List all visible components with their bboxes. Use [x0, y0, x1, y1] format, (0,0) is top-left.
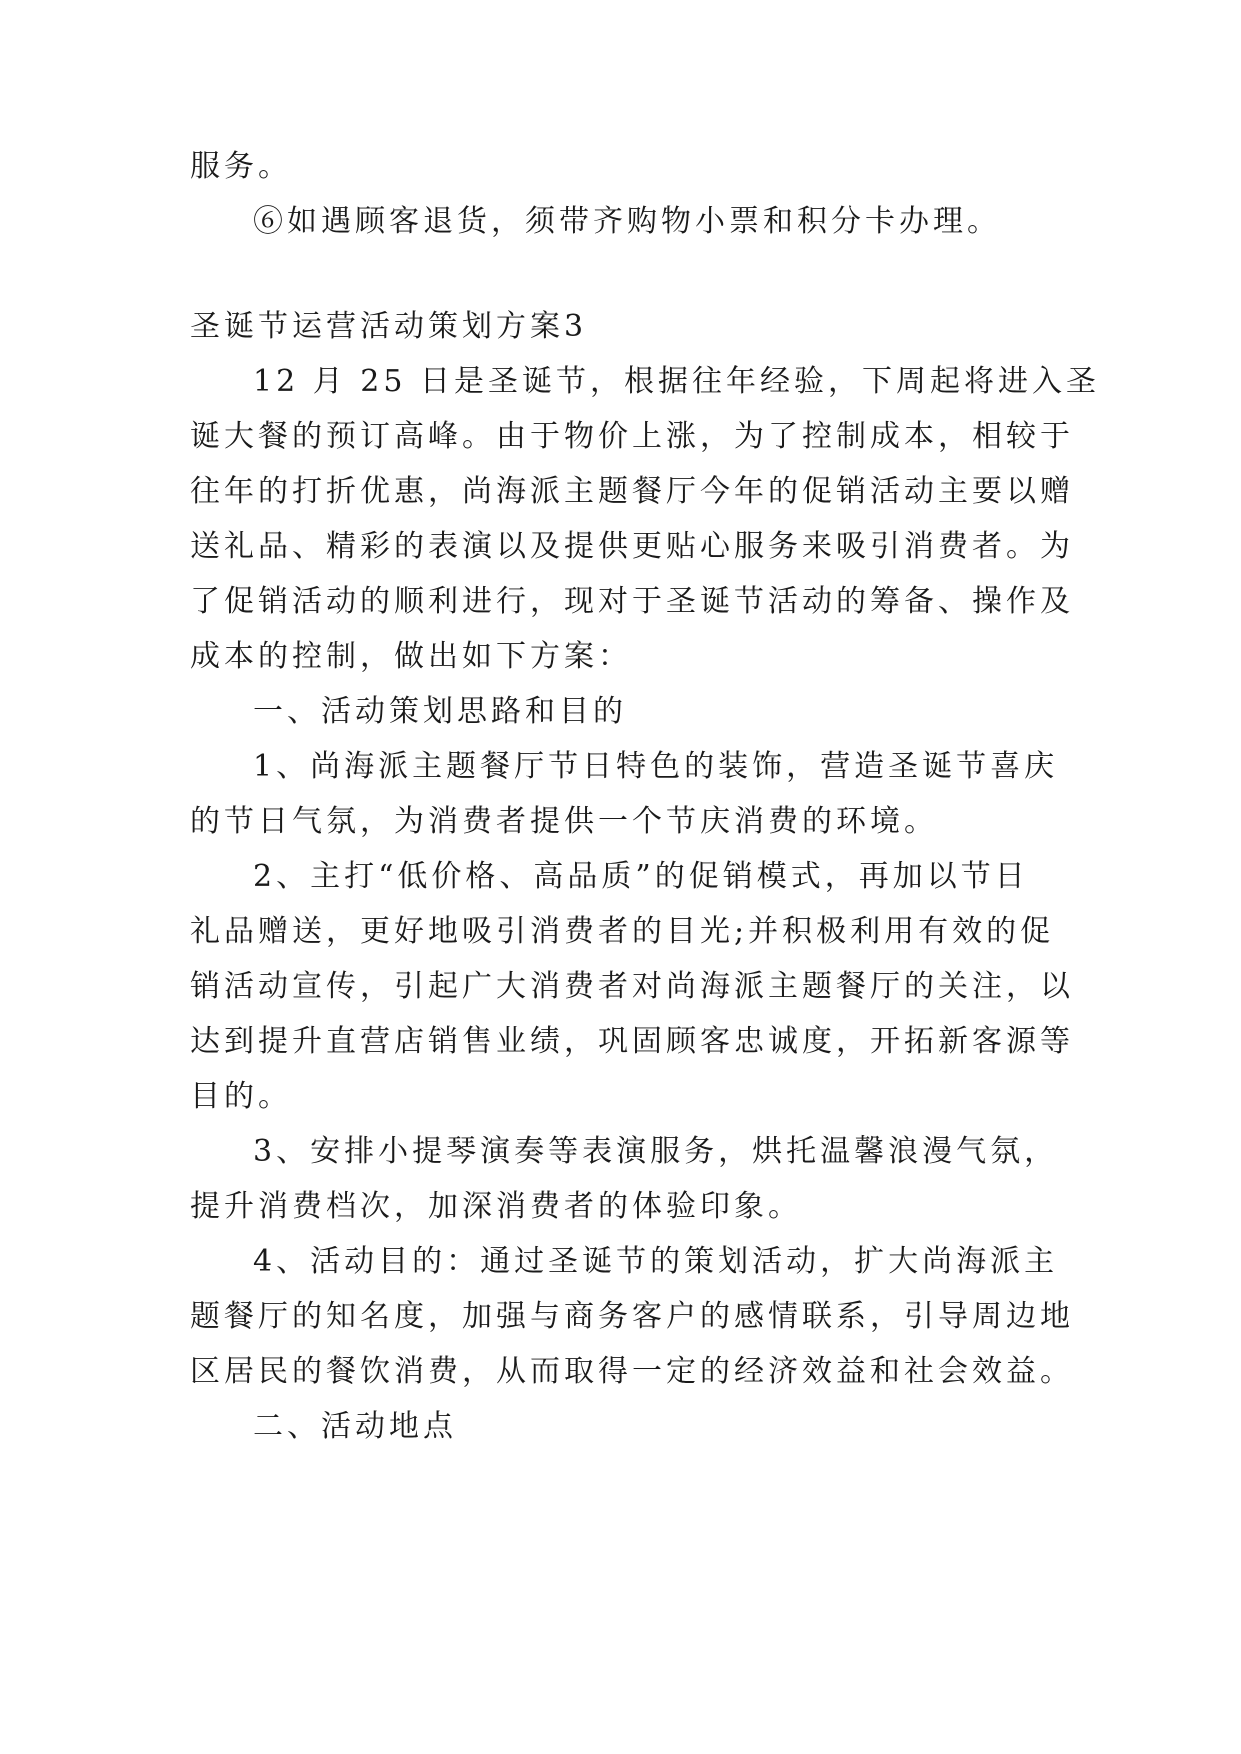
text-line: ⑥如遇顾客退货，须带齐购物小票和积分卡办理。 [253, 204, 1001, 239]
text-line: 12 月 25 日是圣诞节，根据往年经验，下周起将进入圣 [253, 364, 1100, 399]
text-line: 题餐厅的知名度，加强与商务客户的感情联系，引导周边地 [190, 1299, 1074, 1334]
text-line: 销活动宣传，引起广大消费者对尚海派主题餐厅的关注，以 [190, 969, 1074, 1004]
text-line: 送礼品、精彩的表演以及提供更贴心服务来吸引消费者。为 [190, 529, 1074, 564]
text-line: 了促销活动的顺利进行，现对于圣诞节活动的筹备、操作及 [190, 584, 1074, 619]
section-heading: 二、活动地点 [253, 1409, 457, 1444]
section-title: 圣诞节运营活动策划方案3 [190, 309, 588, 344]
text-line: 的节日气氛，为消费者提供一个节庆消费的环境。 [190, 804, 938, 839]
text-line: 2、主打“低价格、高品质”的促销模式，再加以节日 [253, 859, 1029, 894]
text-line: 4、活动目的：通过圣诞节的策划活动，扩大尚海派主 [253, 1244, 1059, 1279]
text-line: 提升消费档次，加深消费者的体验印象。 [190, 1189, 802, 1224]
text-line: 礼品赠送，更好地吸引消费者的目光;并积极利用有效的促 [190, 914, 1055, 949]
text-line: 区居民的餐饮消费，从而取得一定的经济效益和社会效益。 [190, 1354, 1074, 1389]
text-line: 目的。 [190, 1079, 292, 1114]
text-line: 3、安排小提琴演奏等表演服务，烘托温馨浪漫气氛， [253, 1134, 1059, 1169]
text-line: 诞大餐的预订高峰。由于物价上涨，为了控制成本，相较于 [190, 419, 1074, 454]
text-line: 服务。 [190, 149, 292, 184]
text-line: 成本的控制，做出如下方案： [190, 639, 632, 674]
text-line: 往年的打折优惠，尚海派主题餐厅今年的促销活动主要以赠 [190, 474, 1074, 509]
text-line: 达到提升直营店销售业绩，巩固顾客忠诚度，开拓新客源等 [190, 1024, 1074, 1059]
section-heading: 一、活动策划思路和目的 [253, 694, 627, 729]
text-line: 1、尚海派主题餐厅节日特色的装饰，营造圣诞节喜庆 [253, 749, 1059, 784]
